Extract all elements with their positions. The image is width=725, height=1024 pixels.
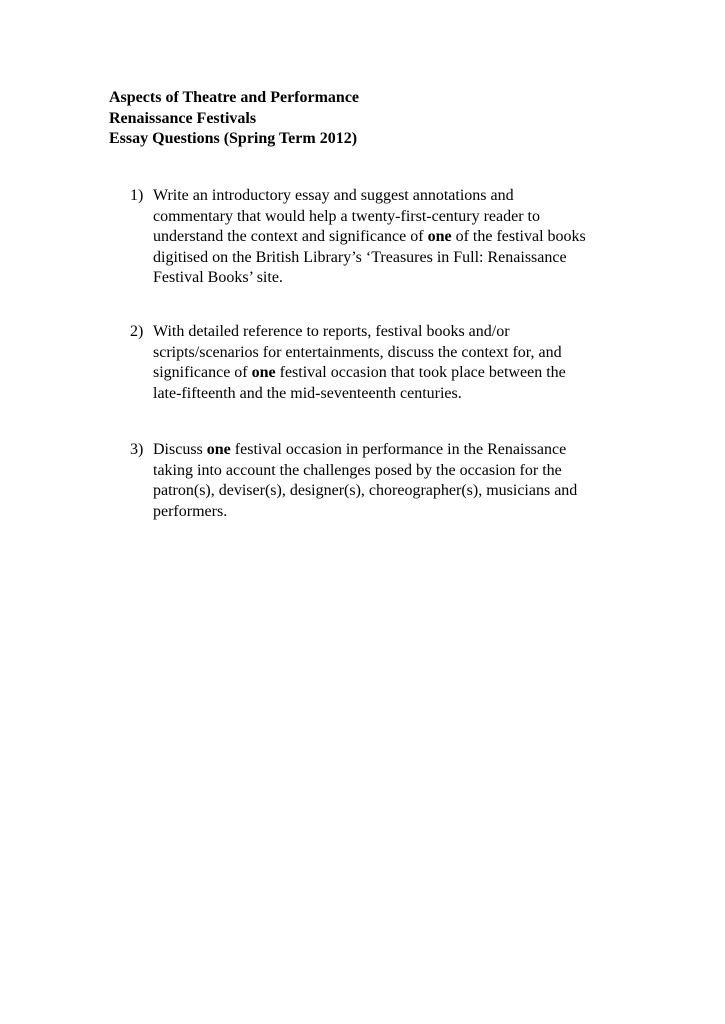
question-text-run: festival occasion in performance in the Renaissance [230, 441, 567, 458]
emphasis-one: one [206, 441, 231, 458]
question-text [153, 440, 693, 522]
question-text-run: Discuss [153, 441, 207, 458]
emphasis-one: one [251, 364, 276, 381]
question-line [153, 440, 693, 461]
question-text-run: significance of [153, 364, 252, 381]
question-line: With detailed reference to reports, festival books and/or [153, 323, 510, 340]
course-title: Aspects of Theatre and Performance [109, 89, 360, 106]
question-line: scripts/scenarios for entertainments, discuss the context for, and [153, 343, 562, 361]
question-line: late-fifteenth and the mid-seventeenth centuries. [153, 384, 462, 402]
question-line: performers. [153, 502, 228, 520]
question-text-run: of the festival books [451, 228, 586, 245]
question-text [153, 186, 693, 289]
question-line: commentary that would help a twenty-first-century reader to [153, 207, 540, 225]
question-text-run: festival occasion that took place between the [275, 364, 566, 381]
question-number: 1) [130, 187, 144, 204]
question-text [153, 322, 693, 404]
paper-title: Essay Questions (Spring Term 2012) [109, 130, 358, 147]
question-number: 2) [130, 323, 144, 340]
question-line: patron(s), deviser(s), designer(s), choreographer(s), musicians and [153, 482, 578, 499]
question-text-run: understand the context and significance of [153, 228, 428, 245]
document-heading [109, 88, 359, 150]
question-line: digitised on the British Library’s ‘Treasures in Full: Renaissance [153, 248, 567, 266]
module-title: Renaissance Festivals [109, 109, 257, 127]
question-line [153, 227, 693, 248]
question-number: 3) [130, 441, 144, 458]
question-line: taking into account the challenges posed by the occasion for the [153, 461, 562, 479]
question-line [153, 363, 693, 384]
question-line: Write an introductory essay and suggest annotations and [153, 187, 514, 204]
question-line: Festival Books’ site. [153, 269, 283, 286]
emphasis-one: one [427, 228, 452, 245]
